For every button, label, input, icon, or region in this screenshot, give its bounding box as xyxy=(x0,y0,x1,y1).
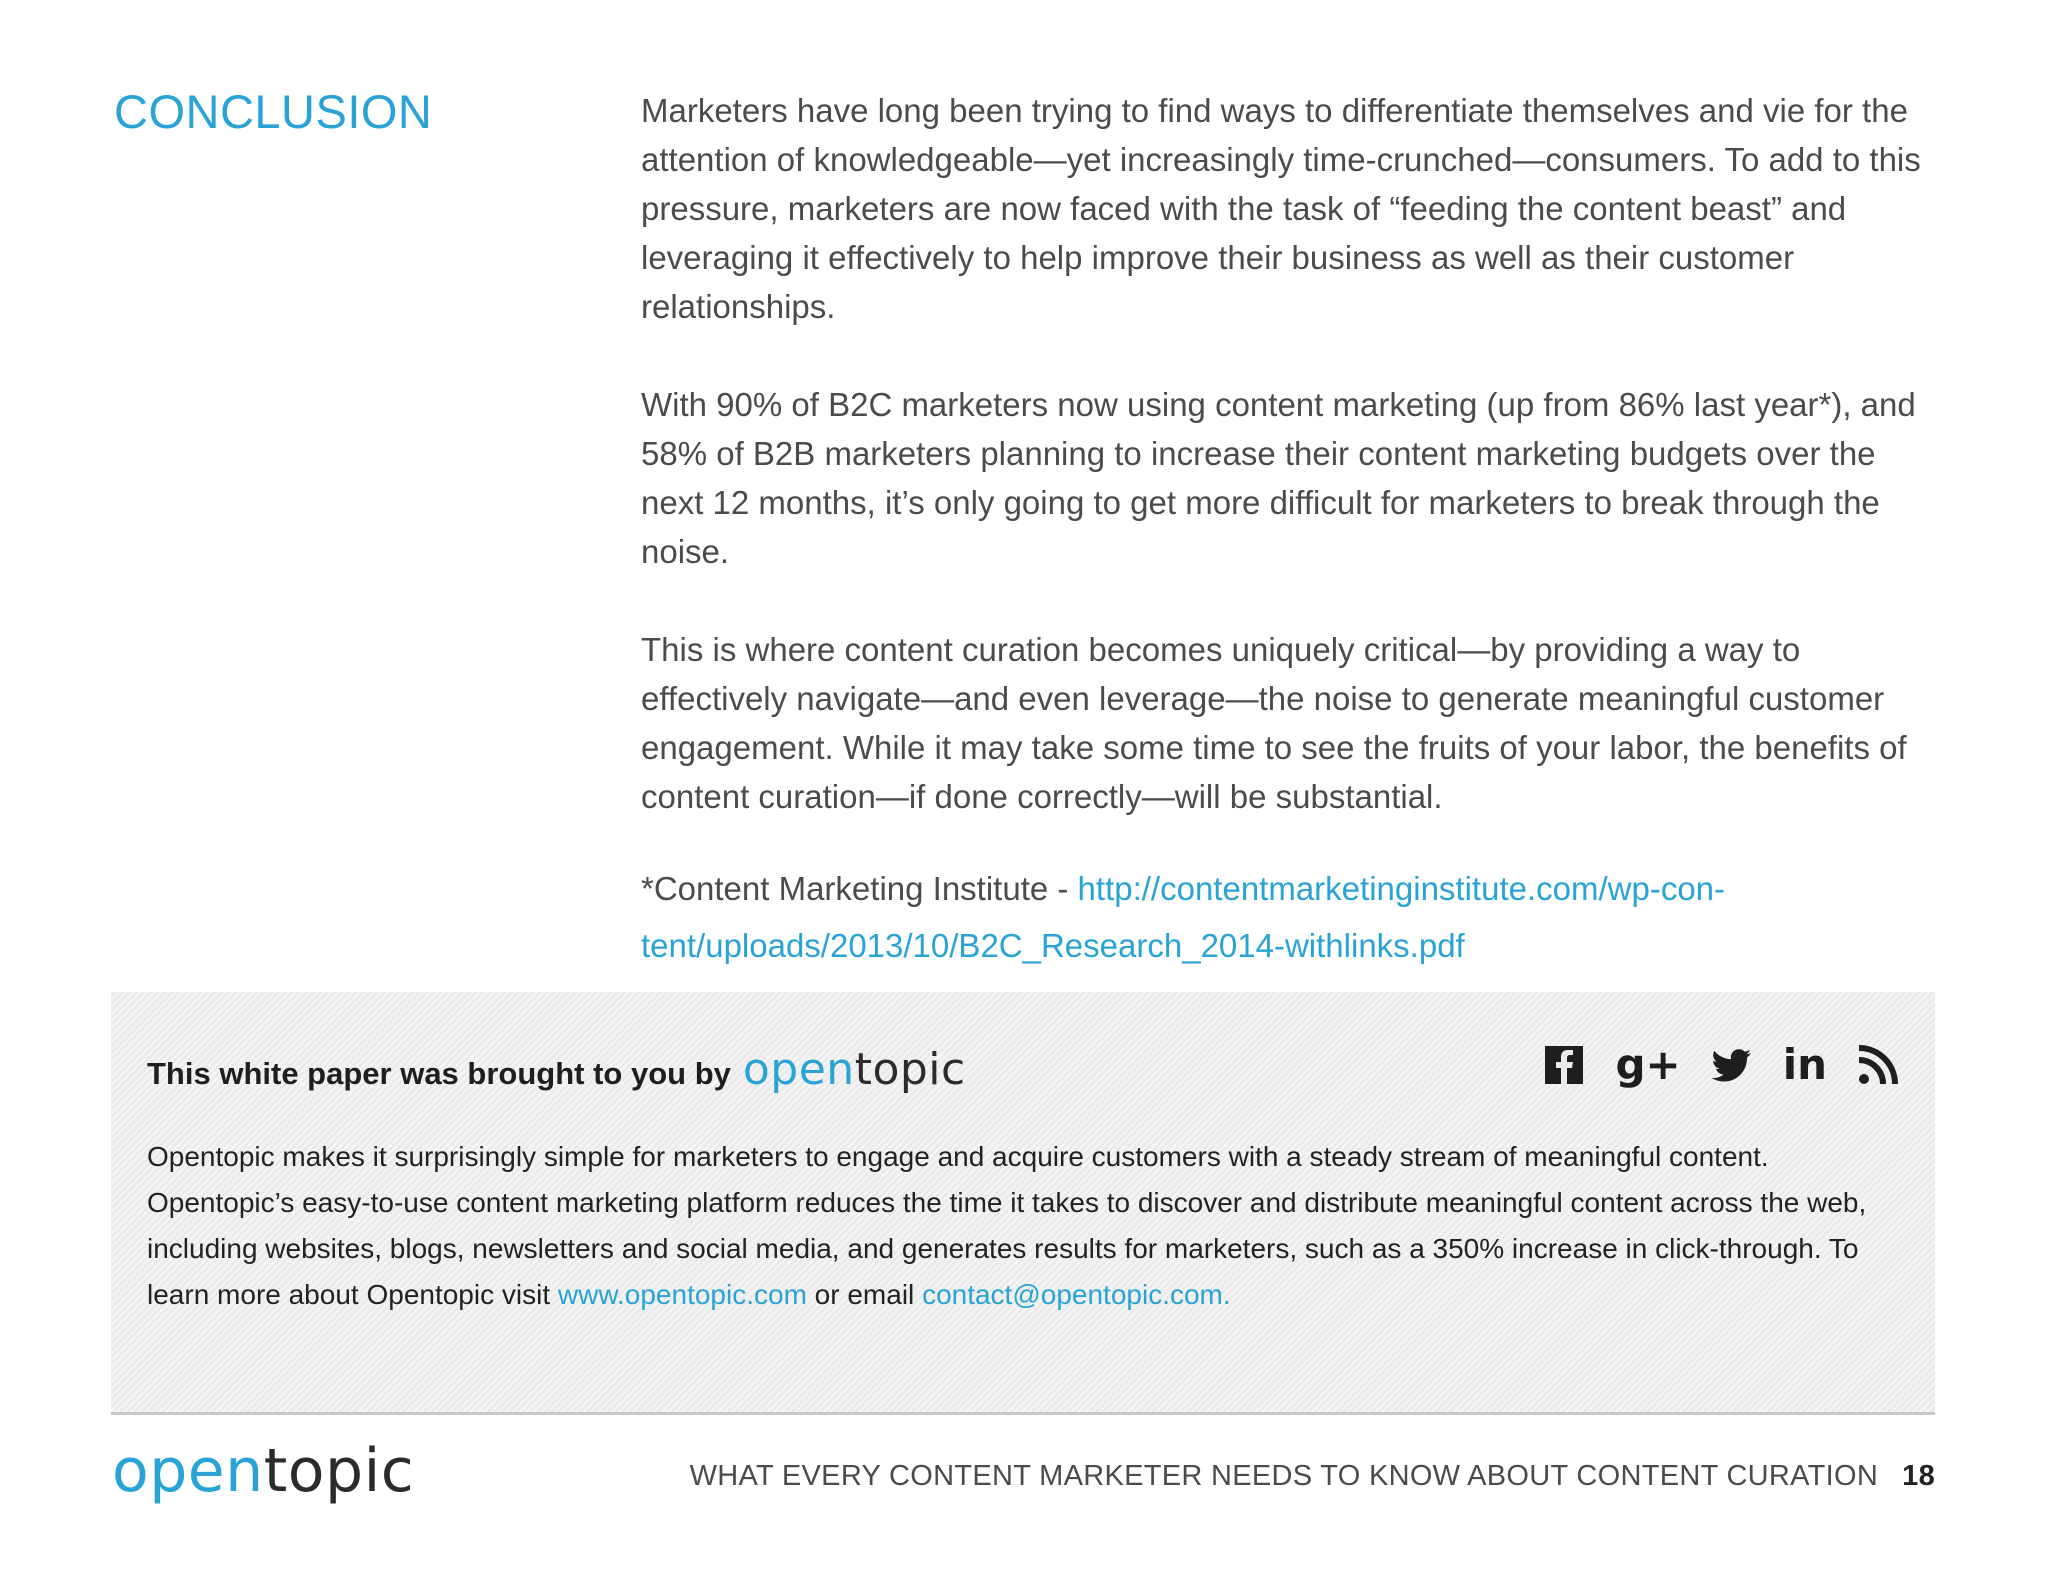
sponsor-description-text: Opentopic makes it surprisingly simple for marketers to engage and acquire customers with a steady stream of meaningful content. Opentopic’s easy-to-use content marketing platform reduces the time it takes to discover and distribute meaningful content across the web, including websites, blogs, newsletters and social media, and generates results for marketers, such as a 350% increase in click-through. To learn more about Opentopic visit xyxy=(147,1141,1867,1310)
logo-topic-text: topic xyxy=(854,1044,966,1095)
social-icons xyxy=(1543,1040,1899,1089)
email-link[interactable]: contact@opentopic.com. xyxy=(922,1279,1231,1310)
opentopic-logo-inline xyxy=(743,1044,966,1095)
logo-open-text: open xyxy=(742,1044,855,1095)
sponsor-box xyxy=(111,992,1935,1415)
body-column xyxy=(641,86,1941,974)
page-footer xyxy=(690,1460,1935,1493)
footer-logo-topic-text: topic xyxy=(263,1436,415,1506)
source-prefix: *Content Marketing Institute - xyxy=(641,870,1078,907)
footer-logo-open-text: open xyxy=(112,1436,264,1506)
opentopic-logo xyxy=(112,1436,414,1506)
page-number: 18 xyxy=(1902,1460,1935,1492)
paragraph-curation: This is where content curation becomes uniquely critical—by providing a way to effectively navigate—and even leverage—the noise to generate meaningful customer engagement. While it may take some time to see the fruits of your labor, the benefits of content curation—if done correctly—will be substantial. xyxy=(641,631,1907,815)
source-link[interactable]: http://contentmarketinginstitute.com/wp-con- xyxy=(1077,870,1726,907)
sponsor-heading-text: This white paper was brought to you by xyxy=(147,1056,731,1091)
linkedin-icon[interactable]: in xyxy=(1782,1040,1827,1089)
source-link-continued[interactable]: tent/uploads/2013/10/B2C_Research_2014-withlinks.pdf xyxy=(641,927,1465,964)
document-title: WHAT EVERY CONTENT MARKETER NEEDS TO KNOW ABOUT CONTENT CURATION xyxy=(689,1460,1879,1492)
section-title: CONCLUSION xyxy=(114,85,433,138)
or-email-text: or email xyxy=(806,1279,923,1310)
paragraph-statistics: With 90% of B2C marketers now using content marketing (up from 86% last year*), and 58% of B2B marketers planning to increase their content marketing budgets over the next 12 months, it’s only going to get more difficult for marketers to break through the noise. xyxy=(641,386,1916,570)
sponsor-heading xyxy=(147,1044,966,1095)
twitter-icon[interactable] xyxy=(1711,1044,1753,1086)
google-plus-icon[interactable]: g+ xyxy=(1615,1040,1681,1089)
facebook-icon[interactable] xyxy=(1543,1044,1585,1086)
paragraph-intro: Marketers have long been trying to find ways to differentiate themselves and vie for the attention of knowledgeable—yet increasingly time-crunched—consumers. To add to this pressure, marketers are now faced with the task of “feeding the content beast” and leveraging it effectively to help improve their business as well as their customer relationships. xyxy=(641,92,1921,325)
sponsor-description xyxy=(147,1134,1907,1318)
rss-icon[interactable] xyxy=(1857,1044,1899,1086)
source-citation xyxy=(641,860,1941,974)
website-link[interactable]: www.opentopic.com xyxy=(557,1279,807,1310)
